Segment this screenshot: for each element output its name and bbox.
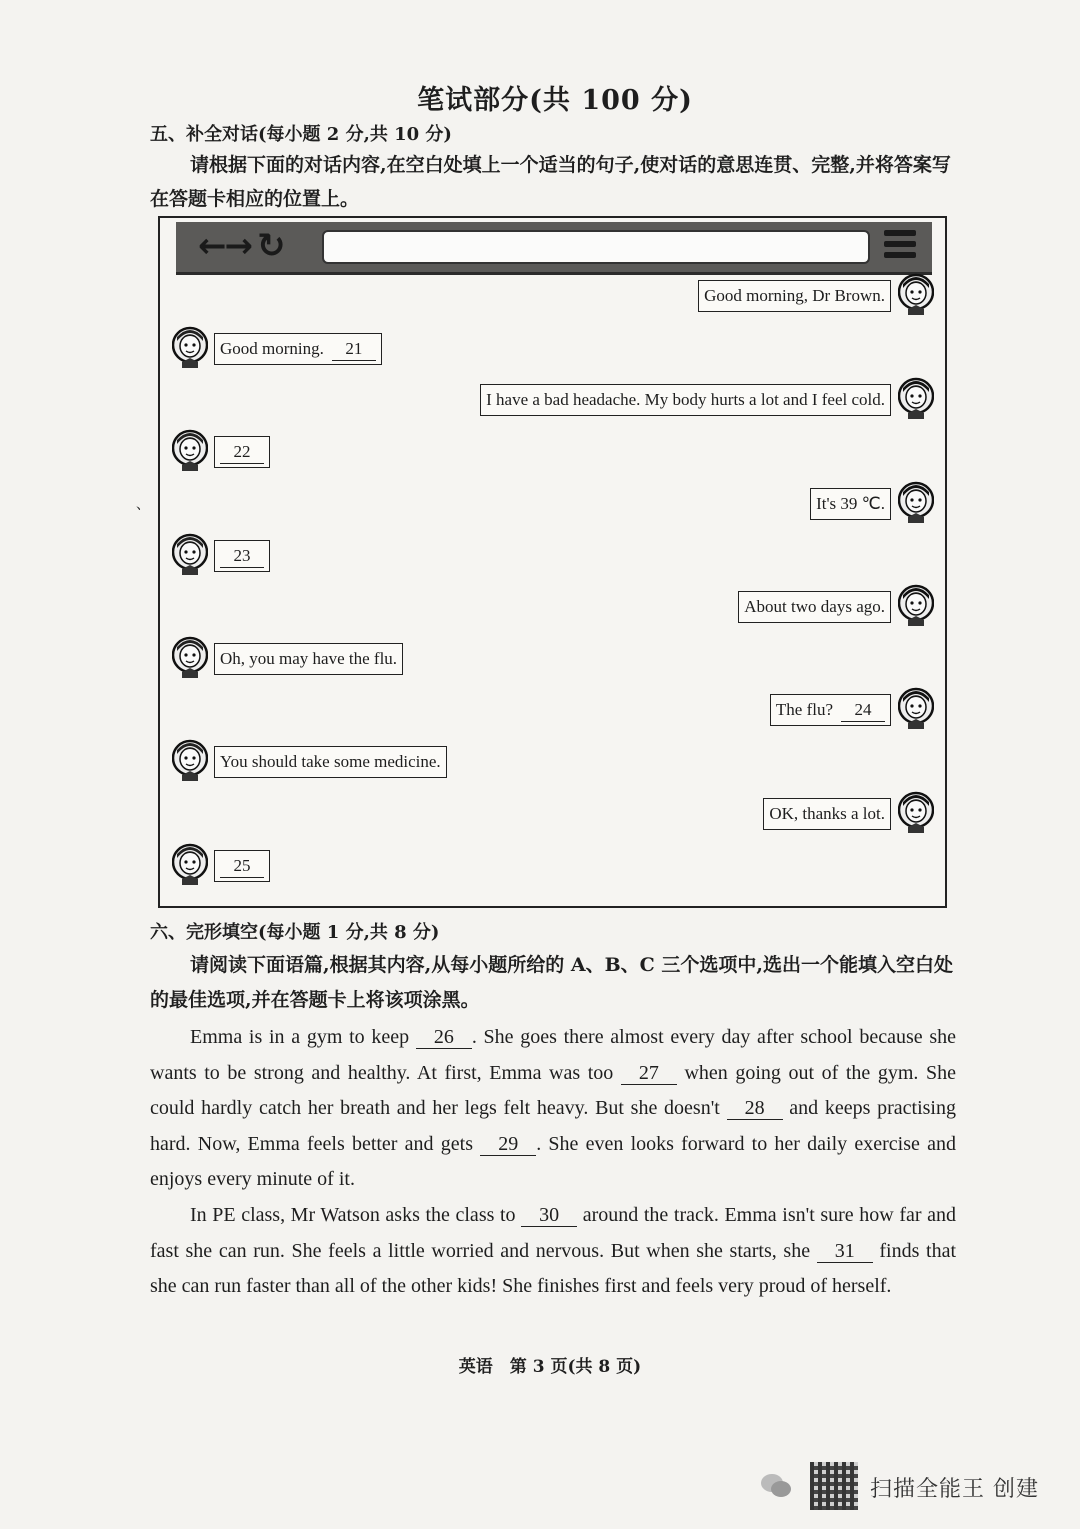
doctor-avatar [898,376,934,420]
doctor-avatar [898,272,934,316]
patient-avatar [172,428,208,472]
cloze-blank[interactable]: 27 [621,1062,677,1085]
refresh-icon: ↻ [257,226,284,266]
dialogue-text: I have a bad headache. My body hurts a lot and I feel cold. [486,390,885,409]
browser-toolbar [176,222,932,275]
patient-avatar [172,325,208,369]
dialogue-text: It's 39 ℃. [816,494,885,513]
passage-paragraph-2 [150,1198,956,1305]
dialogue-frame [158,216,947,908]
dialogue-text: Good morning, Dr Brown. [704,286,885,305]
section-6-heading: 六、完形填空(每小题 1 分,共 8 分) [150,922,440,943]
stray-mark: 、 [136,497,150,513]
dialogue-bubble [214,540,270,572]
cloze-blank[interactable]: 30 [521,1204,577,1227]
dialogue-bubble [214,746,447,778]
patient-avatar [172,738,208,782]
dialogue-text: Oh, you may have the flu. [220,649,398,668]
dialogue-bubble [214,850,270,882]
menu-icon [884,230,916,260]
passage-text: . She even looks forward to her daily exercise and enjoys every minute of it. [150,1132,956,1191]
cloze-blank[interactable]: 26 [416,1026,472,1049]
dialogue-bubble [214,643,403,675]
dialogue-text: Good morning. [220,339,324,358]
page-footer: 英语 第 3 页(共 8 页) [458,1357,642,1377]
cloze-blank[interactable]: 31 [817,1240,873,1263]
forward-arrow-icon: → [224,226,251,266]
browser-nav [198,226,284,266]
back-arrow-icon: ← [198,226,225,266]
page-title: 笔试部分(共 100 分) [417,85,693,116]
qr-code-icon [810,1462,858,1510]
passage-text: and keeps practising hard. Now, Emma feels better and gets [150,1097,956,1155]
dialogue-text: You should take some medicine. [220,752,441,771]
passage-text: In PE class, Mr Watson asks the class to [190,1204,522,1226]
scanner-watermark [760,1462,1060,1512]
section-6-instruction: 请阅读下面语篇,根据其内容,从每小题所给的 A、B、C 三个选项中,选出一个能填入空白处的最佳选项,并在答题卡上将该项涂黑。 [150,954,953,1011]
answer-blank[interactable]: 24 [841,699,885,722]
cloze-blank[interactable]: 29 [480,1133,536,1156]
address-bar [322,230,870,264]
dialogue-text: The flu? [775,700,833,719]
dialogue-bubble [214,333,382,365]
patient-avatar [172,532,208,576]
cloze-blank[interactable]: 28 [727,1097,783,1120]
passage-text: when going out of the gym. She could hardly catch her breath and her legs felt heavy. But she doesn't [150,1061,956,1120]
passage-text: Emma is in a gym to keep [190,1026,416,1048]
dialogue-bubble [480,384,891,416]
wechat-icon [760,1472,792,1500]
dialogue-bubble [214,436,270,468]
dialogue-text: About two days ago. [744,597,885,616]
answer-blank[interactable]: 23 [220,545,264,568]
doctor-avatar [898,480,934,524]
section-5-heading: 五、补全对话(每小题 2 分,共 10 分) [150,124,452,145]
dialogue-bubble [738,591,891,623]
doctor-avatar [898,790,934,834]
passage-text: around the track. Emma isn't sure how far and fast she can run. She feels a little worried and nervous. But when she starts, she [150,1204,956,1262]
dialogue-bubble [770,694,891,726]
section-5-instruction: 请根据下面的对话内容,在空白处填上一个适当的句子,使对话的意思连贯、完整,并将答案写在答题卡相应的位置上。 [150,154,951,210]
dialogue-bubble [810,488,891,520]
passage-text: finds that she can run faster than all of the other kids! She finishes first and feels very proud of herself. [150,1239,956,1298]
patient-avatar [172,842,208,886]
dialogue-bubble [763,798,891,830]
doctor-avatar [898,583,934,627]
dialogue-text: OK, thanks a lot. [769,804,885,823]
dialogue-bubble [698,280,891,312]
patient-avatar [172,635,208,679]
passage-paragraph-1 [150,1020,956,1198]
answer-blank[interactable]: 22 [220,441,264,464]
passage-text: . She goes there almost every day after school because she wants to be strong and healthy. At first, Emma was too [150,1026,956,1084]
answer-blank[interactable]: 21 [332,338,376,361]
answer-blank[interactable]: 25 [220,855,264,878]
watermark-text: 扫描全能王 创建 [870,1477,1039,1502]
doctor-avatar [898,686,934,730]
